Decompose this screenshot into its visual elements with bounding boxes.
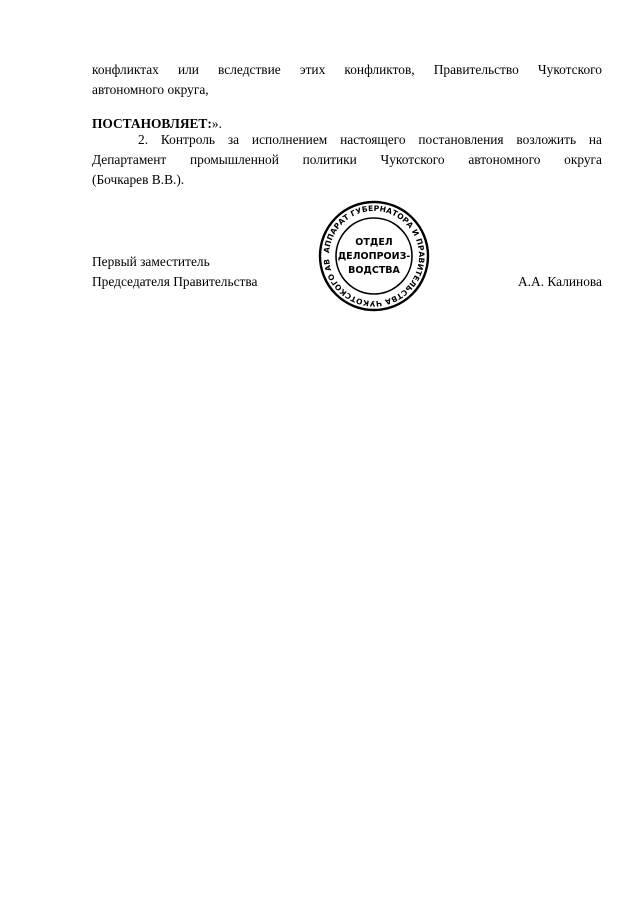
stamp-ring-text: АППАРАТ ГУБЕРНАТОРА И ПРАВИТЕЛЬСТВА ЧУКОТСКОГО АВ: [322, 203, 427, 309]
office-stamp: [318, 200, 430, 312]
signature-name: А.А. Калинова: [518, 274, 602, 289]
paragraph-2: [92, 130, 602, 190]
decree-heading-bold: ПОСТАНОВЛЯЕТ:: [92, 116, 212, 131]
stamp-seal-icon: [318, 200, 430, 312]
signature-position-line-1: Первый заместитель: [92, 254, 210, 269]
stamp-center-line-1: ОТДЕЛ: [355, 237, 393, 248]
stamp-center-line-3: ВОДСТВА: [348, 265, 400, 276]
paragraph-1: [92, 60, 602, 100]
stamp-center-line-2: ДЕЛОПРОИЗ-: [337, 251, 411, 262]
paragraph-1-line-1: конфликтах или вследствие этих конфликтов, Правительство Чукотского: [92, 62, 602, 77]
paragraph-2-line-2: Департамент промышленной политики Чукотского автономного округа: [92, 152, 602, 167]
paragraph-1-line-2: автономного округа,: [92, 82, 209, 97]
decree-heading-tail: ».: [211, 116, 222, 131]
signature-position: [92, 252, 257, 292]
paragraph-2-line-3: (Бочкарев В.В.).: [92, 172, 185, 187]
signature-position-line-2: Председателя Правительства: [92, 274, 258, 289]
paragraph-2-line-1: 2. Контроль за исполнением настоящего постановления возложить на: [138, 132, 602, 147]
